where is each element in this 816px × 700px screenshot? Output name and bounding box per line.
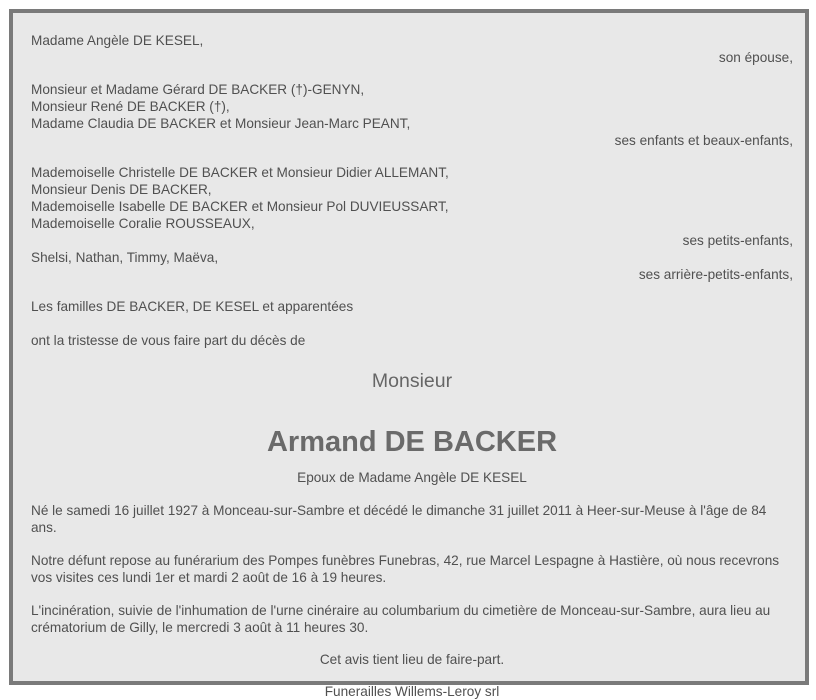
grandchildren-list <box>31 164 793 232</box>
obituary-notice-body <box>31 32 793 700</box>
widow-name: Madame Angèle DE KESEL, <box>31 33 204 48</box>
honorific-title: Monsieur <box>371 370 453 392</box>
families-line: Les familles DE BACKER, DE KESEL et apparentées <box>31 299 354 314</box>
list-item: Monsieur René DE BACKER (†), <box>31 99 230 114</box>
great-grandchildren-names: Shelsi, Nathan, Timmy, Maëva, <box>31 250 219 265</box>
obituary-notice-card <box>9 9 809 699</box>
spouse-note: Epoux de Madame Angèle DE KESEL <box>297 470 527 485</box>
list-item: Mademoiselle Isabelle DE BACKER et Monsieur Pol DUVIEUSSART, <box>31 199 449 214</box>
list-item: Monsieur et Madame Gérard DE BACKER (†)-GENYN, <box>31 82 365 97</box>
list-item: Mademoiselle Christelle DE BACKER et Monsieur Didier ALLEMANT, <box>31 165 449 180</box>
great-grandchildren-role: ses arrière-petits-enfants, <box>638 267 793 282</box>
children-list <box>31 81 793 132</box>
list-item: Madame Claudia DE BACKER et Monsieur Jean-Marc PEANT, <box>31 116 411 131</box>
widow-role: son épouse, <box>718 50 793 65</box>
announcement-line: ont la tristesse de vous faire part du décès de <box>31 333 306 348</box>
birth-death-paragraph: Né le samedi 16 juillet 1927 à Monceau-sur-Sambre et décédé le dimanche 31 juillet 2011 à Heer-sur-Meuse à l'âge de 84 ans. <box>31 503 767 535</box>
deceased-name: Armand DE BACKER <box>266 426 558 458</box>
list-item: Mademoiselle Coralie ROUSSEAUX, <box>31 216 255 231</box>
list-item: Monsieur Denis DE BACKER, <box>31 182 212 197</box>
closing-line: Cet avis tient lieu de faire-part. <box>319 652 505 667</box>
funeral-home-name: Funerailles Willems-Leroy srl <box>324 684 500 699</box>
visitation-paragraph: Notre défunt repose au funérarium des Pompes funèbres Funebras, 42, rue Marcel Lespagne à Hastière, où nous recevrons vos visites ces lundi 1er et mardi 2 août de 16 à 19 heures. <box>31 553 780 585</box>
children-role: ses enfants et beaux-enfants, <box>614 133 793 148</box>
grandchildren-role: ses petits-enfants, <box>682 233 793 248</box>
ceremony-paragraph: L'incinération, suivie de l'inhumation de l'urne cinéraire au columbarium du cimetière de Monceau-sur-Sambre, aura lieu au crématorium de Gilly, le mercredi 3 août à 11 heures 30. <box>31 603 771 635</box>
